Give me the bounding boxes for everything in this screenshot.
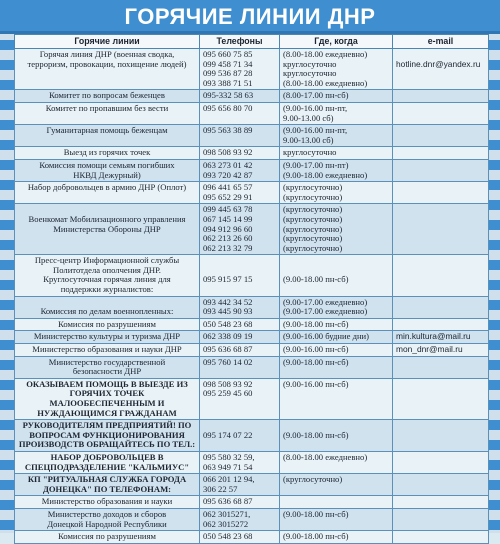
phone-numbers: 098 508 93 92	[200, 147, 280, 160]
hours: (9.00-18.00 пн-сб)	[280, 356, 393, 378]
email-address[interactable]: min.kultura@mail.ru	[393, 331, 489, 344]
hours: (круглосуточно) (круглосуточно)	[280, 182, 393, 204]
hours: круглосуточно	[280, 147, 393, 160]
table-row	[15, 474, 489, 496]
hotline-name: Комиссия по разрушениям	[15, 531, 200, 544]
hotline-name: Пресс-центр Информационной службы Политотдела ополчения ДНР. Круглосуточная горячая линия для поддержки журналистов:	[15, 255, 200, 296]
table-row	[15, 182, 489, 204]
hours: (8.00-18.00 ежедневно)	[280, 451, 393, 473]
table-row	[15, 255, 489, 296]
phone-numbers: 096 441 65 57 095 652 29 91	[200, 182, 280, 204]
email-address	[393, 531, 489, 544]
phone-numbers: 099 445 63 78 067 145 14 99 094 912 96 60 062 213 26 60 062 213 32 79	[200, 204, 280, 255]
email-address	[393, 147, 489, 160]
column-header-email: e-mail	[393, 35, 489, 49]
email-address	[393, 356, 489, 378]
table-row	[15, 451, 489, 473]
email-address	[393, 102, 489, 124]
hours: (9.00-17.00 пн-пт) (9.00-18.00 ежедневно)	[280, 159, 393, 181]
table-row	[15, 508, 489, 530]
phone-numbers: 093 442 34 52 093 445 90 93	[200, 296, 280, 318]
hotline-name: Министерство образования и науки ДНР	[15, 344, 200, 357]
hours: (9.00-17.00 ежедневно) (9.00-17.00 ежедневно)	[280, 296, 393, 318]
column-header-hotlines: Горячие линии	[15, 35, 200, 49]
email-address	[393, 296, 489, 318]
column-header-where-when: Где, когда	[280, 35, 393, 49]
hotline-name: РУКОВОДИТЕЛЯМ ПРЕДПРИЯТИЙ! ПО ВОПРОСАМ ФУНКЦИОНИРОВАНИЯ ПРОИЗВОДСТВ ОБРАЩАЙТЕСЬ ПО ТЕЛ.:	[15, 420, 200, 452]
email-address[interactable]: mon_dnr@mail.ru	[393, 344, 489, 357]
table-header-row	[15, 35, 489, 49]
hotline-name: КП "РИТУАЛЬНАЯ СЛУЖБА ГОРОДА ДОНЕЦКА" ПО ТЕЛЕФОНАМ:	[15, 474, 200, 496]
hours: (9.00-18.00 пн-сб)	[280, 508, 393, 530]
phone-numbers: 095-332 58 63	[200, 90, 280, 103]
phone-numbers: 095 563 38 89	[200, 125, 280, 147]
table-row	[15, 125, 489, 147]
phone-numbers: 095 760 14 02	[200, 356, 280, 378]
phone-numbers: 063 273 01 42 093 720 42 87	[200, 159, 280, 181]
hotline-name: Выезд из горячих точек	[15, 147, 200, 160]
hours	[280, 496, 393, 509]
column-header-phones: Телефоны	[200, 35, 280, 49]
email-address	[393, 508, 489, 530]
hours: (9.00-16.00 пн-сб)	[280, 378, 393, 419]
email-address	[393, 255, 489, 296]
table-row	[15, 331, 489, 344]
table-row	[15, 531, 489, 544]
table-row	[15, 378, 489, 419]
phone-numbers: 098 508 93 92 095 259 45 60	[200, 378, 280, 419]
hours: (9.00-16.00 пн-пт, 9.00-13.00 сб)	[280, 125, 393, 147]
hotline-name: Военкомат Мобилизационного управления Министерства Обороны ДНР	[15, 204, 200, 255]
table-row	[15, 159, 489, 181]
phone-numbers: 050 548 23 68	[200, 318, 280, 331]
hours: (9.00-16.00 пн-сб)	[280, 344, 393, 357]
hotline-name: Министерство доходов и сборов Донецкой Народной Республики	[15, 508, 200, 530]
hotline-name: Комиссия по разрушениям	[15, 318, 200, 331]
hotline-name: ОКАЗЫВАЕМ ПОМОЩЬ В ВЫЕЗДЕ ИЗ ГОРЯЧИХ ТОЧЕК МАЛООБЕСПЕЧЕННЫМ И НУЖДАЮЩИМСЯ ГРАЖДАНАМ	[15, 378, 200, 419]
hotline-name: Министерство государственной безопасности ДНР	[15, 356, 200, 378]
email-address	[393, 125, 489, 147]
right-decorative-stripe	[488, 0, 500, 533]
table-row	[15, 90, 489, 103]
phone-numbers: 050 548 23 68	[200, 531, 280, 544]
table-row	[15, 420, 489, 452]
phone-numbers: 095 660 75 85 099 458 71 34 099 536 87 28 093 388 71 51	[200, 49, 280, 90]
table-row	[15, 147, 489, 160]
hotline-name: Набор добровольцев в армию ДНР (Оплот)	[15, 182, 200, 204]
hotline-name: Комиссия помощи семьям погибших НКВД Дежурный)	[15, 159, 200, 181]
table-row	[15, 49, 489, 90]
hours: (8.00-17.00 пн-сб)	[280, 90, 393, 103]
table-row	[15, 296, 489, 318]
email-address	[393, 318, 489, 331]
hours: (9.00-16.00 будние дни)	[280, 331, 393, 344]
hours: (9.00-18.00 пн-сб)	[280, 318, 393, 331]
email-address	[393, 496, 489, 509]
email-address	[393, 204, 489, 255]
email-address	[393, 182, 489, 204]
hotline-name: Комитет по вопросам беженцев	[15, 90, 200, 103]
table-body	[15, 49, 489, 544]
table-row	[15, 318, 489, 331]
email-address	[393, 474, 489, 496]
phone-numbers: 095 636 68 87	[200, 344, 280, 357]
hotlines-table	[14, 34, 489, 544]
hours: (9.00-18.00 пн-сб)	[280, 255, 393, 296]
hotline-name: Горячая линия ДНР (военная сводка, терроризм, провокации, похищение людей)	[15, 49, 200, 90]
phone-numbers: 062 3015271, 062 3015272	[200, 508, 280, 530]
title-banner	[0, 0, 500, 34]
email-address	[393, 420, 489, 452]
phone-numbers: 095 915 97 15	[200, 255, 280, 296]
phone-numbers: 095 656 80 70	[200, 102, 280, 124]
phone-numbers: 062 338 09 19	[200, 331, 280, 344]
phone-numbers: 095 636 68 87	[200, 496, 280, 509]
phone-numbers: 095 174 07 22	[200, 420, 280, 452]
email-address	[393, 90, 489, 103]
left-decorative-stripe	[0, 0, 14, 533]
hotline-name: Комиссия по делам военнопленных:	[15, 296, 200, 318]
hotline-name: НАБОР ДОБРОВОЛЬЦЕВ В СПЕЦПОДРАЗДЕЛЕНИЕ "КАЛЬМИУС"	[15, 451, 200, 473]
email-address	[393, 451, 489, 473]
hotline-name: Министерство культуры и туризма ДНР	[15, 331, 200, 344]
hotline-name: Гуманитарная помощь беженцам	[15, 125, 200, 147]
hotline-name: Комитет по пропавшим без вести	[15, 102, 200, 124]
hours: (9.00-18.00 пн-сб)	[280, 531, 393, 544]
email-address	[393, 378, 489, 419]
email-address	[393, 159, 489, 181]
phone-numbers: 066 201 12 94, 306 22 57	[200, 474, 280, 496]
table-row	[15, 356, 489, 378]
hours: (круглосуточно) (круглосуточно) (круглосуточно) (круглосуточно) (круглосуточно)	[280, 204, 393, 255]
hotline-name: Министерство образования и науки	[15, 496, 200, 509]
table-row	[15, 204, 489, 255]
phone-numbers: 095 580 32 59, 063 949 71 54	[200, 451, 280, 473]
hours: (9.00-18.00 пн-сб)	[280, 420, 393, 452]
table-row	[15, 496, 489, 509]
table-row	[15, 344, 489, 357]
hours: (9.00-16.00 пн-пт, 9.00-13.00 сб)	[280, 102, 393, 124]
email-address[interactable]: hotline.dnr@yandex.ru	[393, 49, 489, 90]
page-title: ГОРЯЧИЕ ЛИНИИ ДНР	[124, 4, 376, 29]
table-row	[15, 102, 489, 124]
hours: (круглосуточно)	[280, 474, 393, 496]
hours: (8.00-18.00 ежедневно) круглосуточно круглосуточно (8.00-18.00 ежедневно)	[280, 49, 393, 90]
